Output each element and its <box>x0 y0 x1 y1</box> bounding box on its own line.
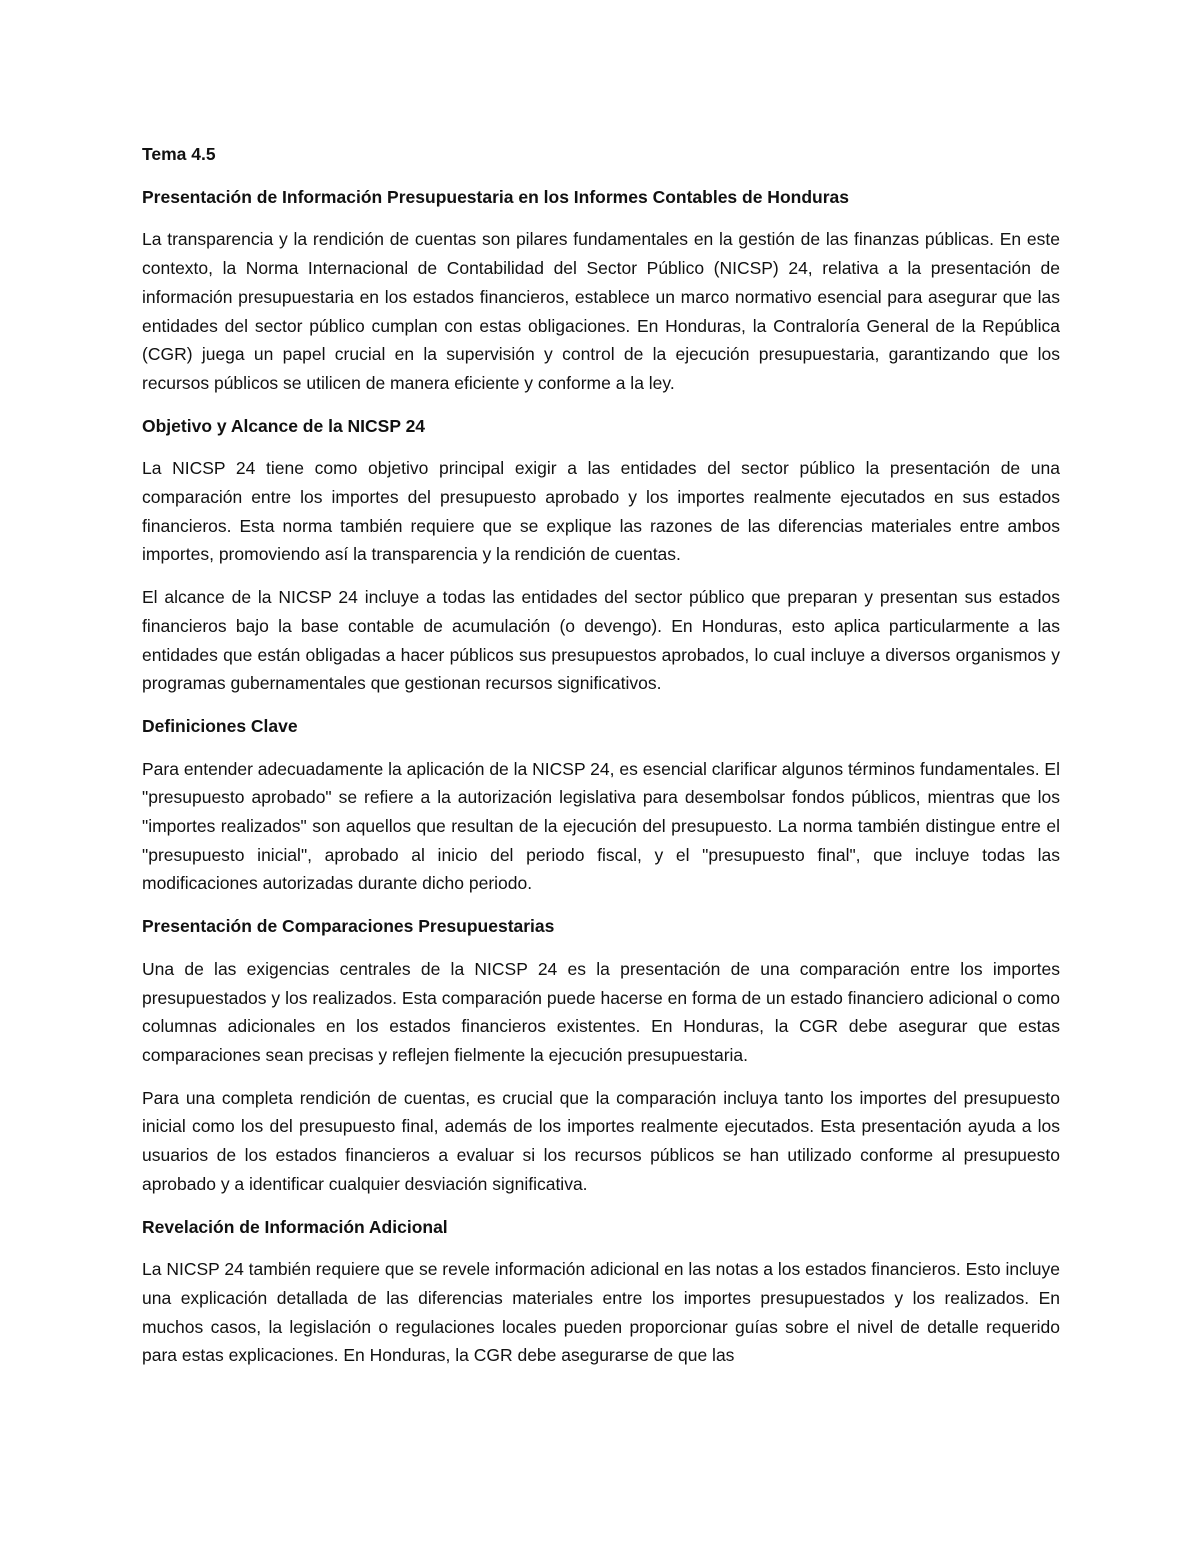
intro-paragraph: La transparencia y la rendición de cuentas son pilares fundamentales en la gestión de las finanzas públicas. En este contexto, la Norma Internacional de Contabilidad del Sector Público (NICSP) 24, relativa a la presentación de información presupuestaria en los estados financieros, establece un marco normativo esencial para asegurar que las entidades del sector público cumplan con estas obligaciones. En Honduras, la Contraloría General de la República (CGR) juega un papel crucial en la supervisión y control de la ejecución presupuestaria, garantizando que los recursos públicos se utilicen de manera eficiente y conforme a la ley. <box>142 229 1060 393</box>
section-heading: Presentación de Comparaciones Presupuestarias <box>142 916 555 937</box>
section-heading: Revelación de Información Adicional <box>142 1216 448 1237</box>
section-paragraph: Para entender adecuadamente la aplicación de la NICSP 24, es esencial clarificar algunos términos fundamentales. El "presupuesto aprobado" se refiere a la autorización legislativa para desembolsar fondos públicos, mientras que los "importes realizados" son aquellos que resultan de la ejecución del presupuesto. La norma también distingue entre el "presupuesto inicial", aprobado al inicio del periodo fiscal, y el "presupuesto final", que incluye todas las modificaciones autorizadas durante dicho periodo. <box>142 758 1060 894</box>
section-objetivo <box>142 412 1060 698</box>
section-paragraph: La NICSP 24 tiene como objetivo principal exigir a las entidades del sector público la presentación de una comparación entre los importes del presupuesto aprobado y los importes realmente ejecutados en sus estados financieros. Esta norma también requiere que se explique las razones de las diferencias materiales entre ambos importes, promoviendo así la transparencia y la rendición de cuentas. <box>142 458 1060 565</box>
section-revelacion <box>142 1213 1060 1371</box>
section-paragraph: Una de las exigencias centrales de la NICSP 24 es la presentación de una comparación entre los importes presupuestados y los realizados. Esta comparación puede hacerse en forma de un estado financiero adicional o como columnas adicionales en los estados financieros existentes. En Honduras, la CGR debe asegurar que estas comparaciones sean precisas y reflejen fielmente la ejecución presupuestaria. <box>142 958 1060 1065</box>
section-paragraph: Para una completa rendición de cuentas, es crucial que la comparación incluya tanto los importes del presupuesto inicial como los del presupuesto final, además de los importes realmente ejecutados. Esta presentación ayuda a los usuarios de los estados financieros a evaluar si los recursos públicos se han utilizado conforme al presupuesto aprobado y a identificar cualquier desviación significativa. <box>142 1087 1060 1194</box>
section-paragraph: La NICSP 24 también requiere que se revele información adicional en las notas a los estados financieros. Esto incluye una explicación detallada de las diferencias materiales entre los importes presupuestados y los realizados. En muchos casos, la legislación o regulaciones locales pueden proporcionar guías sobre el nivel de detalle requerido para estas explicaciones. En Honduras, la CGR debe asegurarse de que las <box>142 1259 1060 1366</box>
document-page <box>142 140 1060 1384</box>
section-definiciones <box>142 712 1060 898</box>
section-paragraph: El alcance de la NICSP 24 incluye a todas las entidades del sector público que preparan y presentan sus estados financieros bajo la base contable de acumulación (o devengo). En Honduras, esto aplica particularmente a las entidades que están obligadas a hacer públicos sus presupuestos aprobados, lo cual incluye a diversos organismos y programas gubernamentales que gestionan recursos significativos. <box>142 587 1060 694</box>
section-heading: Objetivo y Alcance de la NICSP 24 <box>142 415 426 436</box>
section-comparaciones <box>142 912 1060 1198</box>
topic-label: Tema 4.5 <box>142 144 216 164</box>
section-heading: Definiciones Clave <box>142 715 298 736</box>
document-title: Presentación de Información Presupuestaria en los Informes Contables de Honduras <box>142 186 849 207</box>
